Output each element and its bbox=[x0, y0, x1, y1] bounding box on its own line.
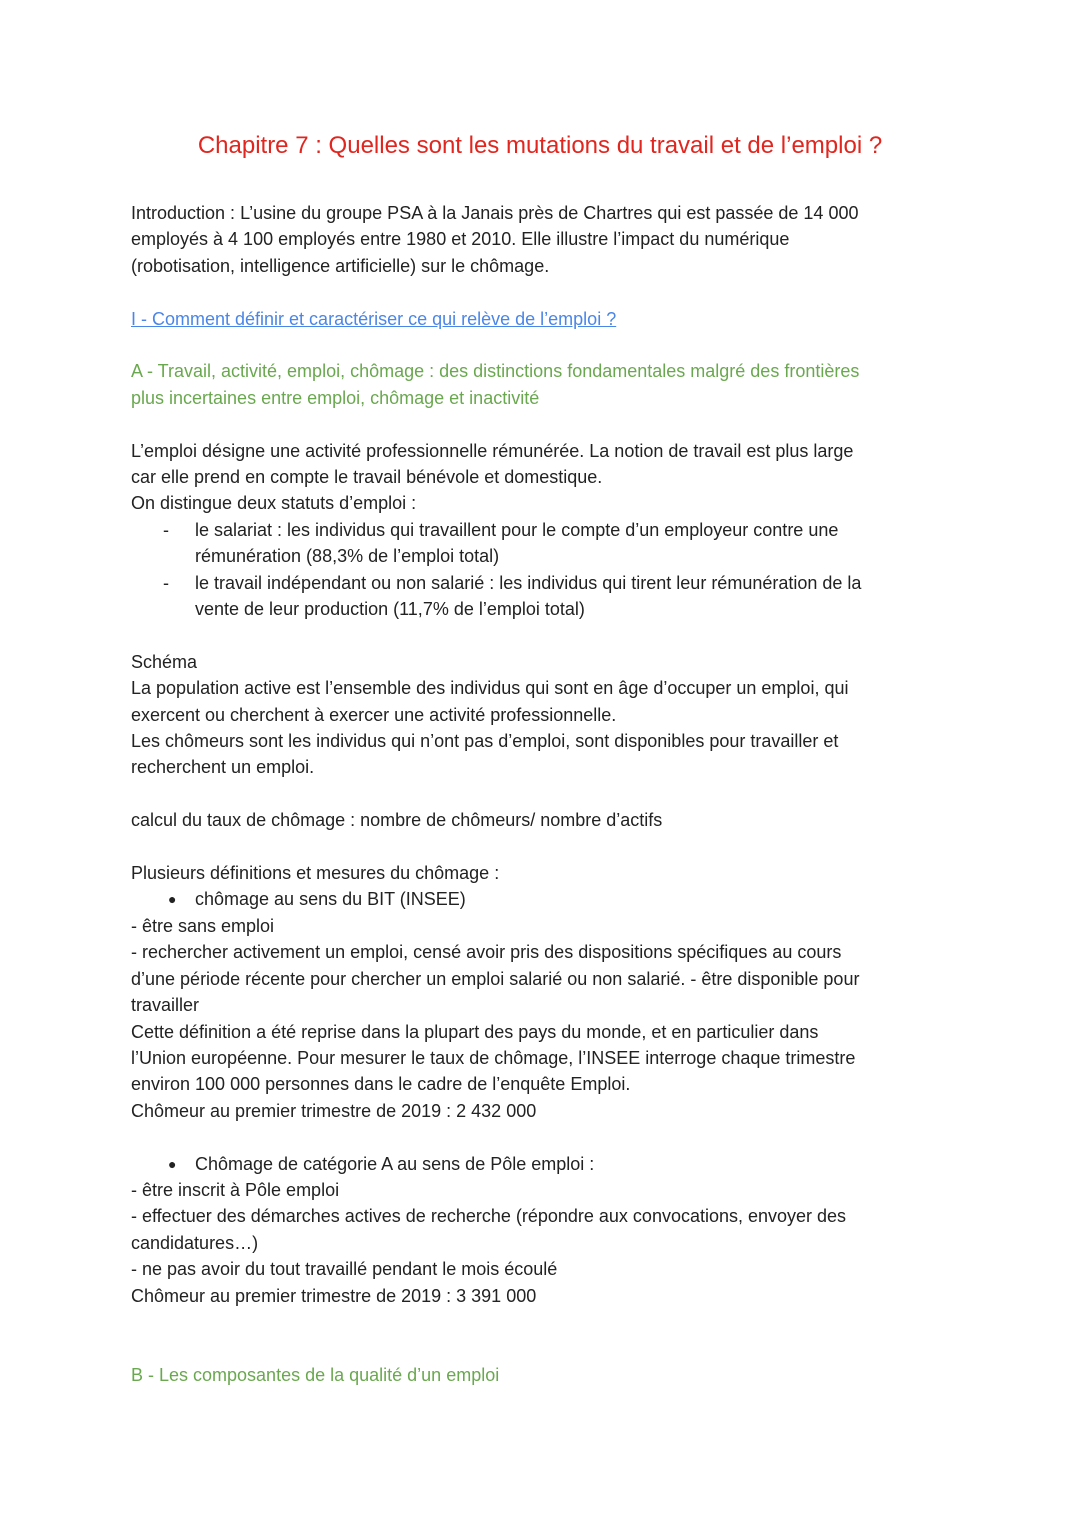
schema-paragraph bbox=[131, 649, 961, 781]
subsection-a-heading bbox=[131, 358, 961, 411]
subsection-b-heading: B - Les composantes de la qualité d’un emploi bbox=[131, 1364, 500, 1385]
introduction-paragraph bbox=[131, 200, 961, 279]
emploi-paragraph bbox=[131, 438, 961, 623]
text-line: Cette définition a été reprise dans la plupart des pays du monde, et en particulier dans bbox=[131, 1021, 819, 1042]
dash-marker: - bbox=[163, 572, 169, 593]
schema-label: Schéma bbox=[131, 651, 198, 672]
text-line: Les chômeurs sont les individus qui n’ont pas d’emploi, sont disponibles pour travailler et bbox=[131, 731, 839, 752]
text-line: Introduction : L’usine du groupe PSA à la Janais près de Chartres qui est passée de 14 000 bbox=[131, 203, 859, 223]
bullet-marker: ● bbox=[168, 1155, 177, 1172]
section-heading-link[interactable]: I - Comment définir et caractériser ce qui relève de l’emploi ? bbox=[131, 308, 617, 329]
document-body bbox=[131, 200, 961, 1388]
unemployment-rate-formula: calcul du taux de chômage : nombre de chômeurs/ nombre d’actifs bbox=[131, 810, 663, 831]
text-line: recherchent un emploi. bbox=[131, 757, 315, 778]
list-item: - le travail indépendant ou non salarié : les individus qui tirent leur rémunération de la vente de leur production (11,7% de l’emploi total) bbox=[131, 570, 961, 623]
text-line: candidatures…) bbox=[131, 1232, 259, 1253]
text-line: (robotisation, intelligence artificielle) sur le chômage. bbox=[131, 255, 550, 276]
page-title: Chapitre 7 : Quelles sont les mutations du travail et de l’emploi ? bbox=[197, 132, 883, 159]
text-line: employés à 4 100 employés entre 1980 et 2010. Elle illustre l’impact du numérique bbox=[131, 229, 790, 250]
bullet-marker: ● bbox=[168, 891, 177, 908]
text-line: Chômeur au premier trimestre de 2019 : 3 391 000 bbox=[131, 1285, 537, 1306]
list-item-pole-emploi: ● Chômage de catégorie A au sens de Pôle emploi : bbox=[131, 1151, 961, 1177]
text-line: exercent ou cherchent à exercer une activité professionnelle. bbox=[131, 704, 617, 725]
text-line: - ne pas avoir du tout travaillé pendant le mois écoulé bbox=[131, 1259, 558, 1280]
dash-marker: - bbox=[163, 519, 169, 540]
text-line: travailler bbox=[131, 995, 200, 1016]
text-line: - être inscrit à Pôle emploi bbox=[131, 1179, 340, 1200]
text-line: d’une période récente pour chercher un emploi salarié ou non salarié. - être disponible pour bbox=[131, 968, 860, 989]
text-line: A - Travail, activité, emploi, chômage : des distinctions fondamentales malgré des frontières bbox=[131, 361, 860, 382]
list-item: - le salariat : les individus qui travaillent pour le compte d’un employeur contre une rémunération (88,3% de l’emploi total) bbox=[131, 517, 961, 570]
text-line: Plusieurs définitions et mesures du chômage : bbox=[131, 863, 500, 884]
text-line: - effectuer des démarches actives de recherche (répondre aux convocations, envoyer des bbox=[131, 1206, 847, 1227]
text-line: On distingue deux statuts d’emploi : bbox=[131, 493, 417, 514]
list-item-bit: ● chômage au sens du BIT (INSEE) bbox=[131, 886, 961, 912]
text-line: - rechercher activement un emploi, censé avoir pris des dispositions spécifiques au cours bbox=[131, 942, 842, 963]
text-line: car elle prend en compte le travail bénévole et domestique. bbox=[131, 467, 603, 488]
definitions-section bbox=[131, 860, 961, 1309]
text-line: La population active est l’ensemble des individus qui sont en âge d’occuper un emploi, qui bbox=[131, 678, 849, 699]
text-line: environ 100 000 personnes dans le cadre de l’enquête Emploi. bbox=[131, 1074, 631, 1095]
text-line: plus incertaines entre emploi, chômage et inactivité bbox=[131, 387, 540, 408]
text-line: l’Union européenne. Pour mesurer le taux de chômage, l’INSEE interroge chaque trimestre bbox=[131, 1047, 856, 1068]
text-line: - être sans emploi bbox=[131, 915, 275, 936]
employment-status-list bbox=[131, 517, 961, 623]
text-line: L’emploi désigne une activité professionnelle rémunérée. La notion de travail est plus large bbox=[131, 440, 854, 461]
text-line: Chômeur au premier trimestre de 2019 : 2 432 000 bbox=[131, 1100, 537, 1121]
